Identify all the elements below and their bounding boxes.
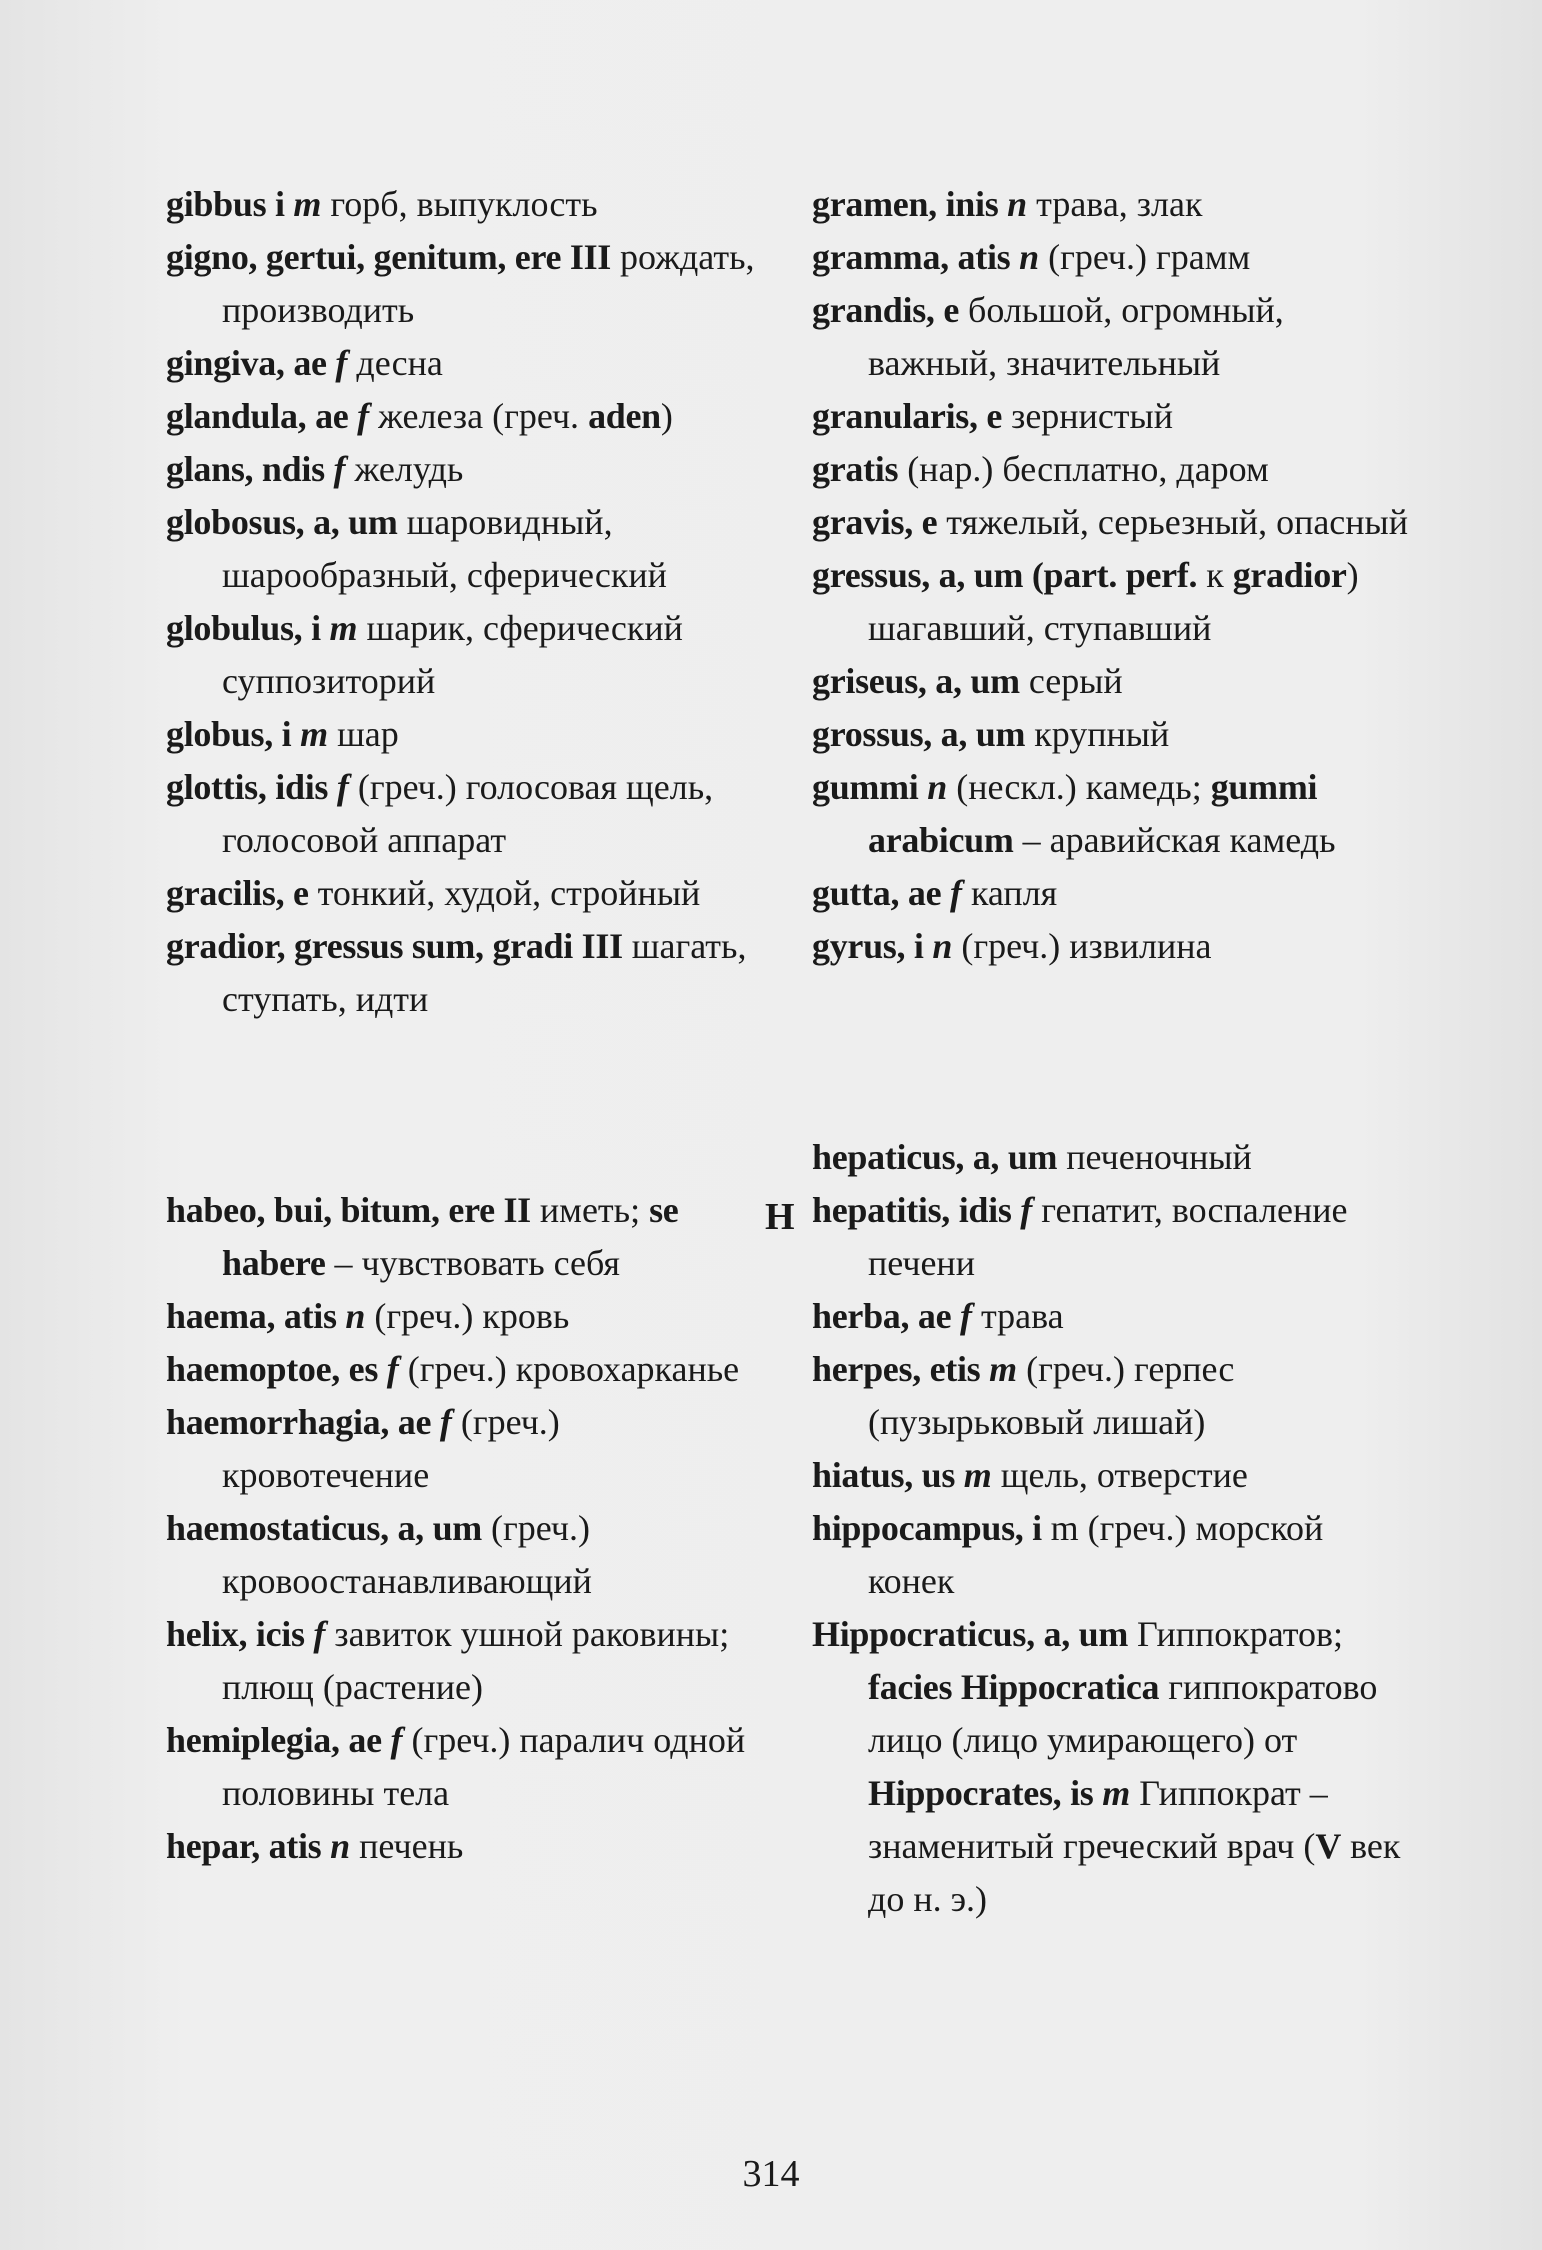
definition-text: (греч.) кровь [365,1296,570,1336]
gender-mark: n [927,767,948,807]
headword: hepatitis, idis [812,1190,1021,1230]
gender-mark: m [1102,1773,1131,1813]
entries-g-left [166,178,771,1026]
gender-mark: n [1007,184,1028,224]
definition-text: Гиппократ – знаменитый греческий врач ( [868,1773,1328,1866]
definition-text: гиппократово лицо (лицо умирающего) от [868,1667,1378,1760]
headword: haemoptoe, es [166,1349,387,1389]
dictionary-entry [812,1608,1412,1926]
gender-mark: m [989,1349,1018,1389]
definition-text: зернистый [1002,396,1173,436]
dictionary-entry [166,443,771,496]
headword: gummi arabicum [868,767,1318,860]
definition-text: (греч.) грамм [1039,237,1251,277]
dictionary-entry [812,549,1412,655]
dictionary-entry [812,284,1412,390]
definition-text: век до н. э.) [868,1826,1401,1919]
definition-text: завиток ушной раковины; плющ (растение) [222,1614,730,1707]
headword: hippocampus, i [812,1508,1051,1548]
definition-text: большой, огромный, важный, значительный [868,290,1284,383]
dictionary-entry [166,1290,771,1343]
section-letter-heading: H [765,1196,795,1238]
gender-mark: m [293,184,322,224]
gender-mark: f [390,1720,403,1760]
definition-text: гепатит, воспаление печени [868,1190,1348,1283]
definition-text: крупный [1025,714,1170,754]
headword: aden [588,396,661,436]
headword: gramma, atis [812,237,1020,277]
headword: glottis, idis [166,767,337,807]
dictionary-entry [812,761,1412,867]
right-column [812,178,1412,1926]
headword: granularis, e [812,396,1003,436]
headword: haemostaticus, a, um [166,1508,482,1548]
definition-text: тяжелый, серьезный, опасный [937,502,1409,542]
gender-mark: n [1019,237,1040,277]
definition-text: к [1197,555,1233,595]
headword: gramen, inis [812,184,1008,224]
definition-text: печеночный [1057,1137,1252,1177]
dictionary-entry [812,390,1412,443]
headword: herba, ae [812,1296,960,1336]
dictionary-entry [166,1343,771,1396]
headword: gyrus, i [812,926,933,966]
dictionary-entry [166,602,771,708]
gender-mark: f [386,1349,399,1389]
dictionary-entry [166,1820,771,1873]
headword: se habere [222,1190,679,1283]
headword: gracilis, e [166,873,309,913]
headword: globosus, a, um [166,502,398,542]
headword: globulus, i [166,608,330,648]
headword: haemorrhagia, ae [166,1402,440,1442]
dictionary-entry [166,708,771,761]
headword: helix, icis [166,1614,314,1654]
definition-text: (греч.) паралич одной половины тела [222,1720,746,1813]
dictionary-entry [166,1714,771,1820]
dictionary-entry [812,920,1412,973]
entries-h-left [166,1184,771,1873]
definition-text: десна [347,343,443,383]
gender-mark: n [330,1826,351,1866]
definition-text: шаровидный, шарообразный, сферический [222,502,667,595]
dictionary-entry [812,1449,1412,1502]
headword: glandula, ae [166,396,358,436]
definition-text: капля [961,873,1058,913]
dictionary-entry [812,231,1412,284]
headword: gradior [1232,555,1347,595]
dictionary-entry [812,496,1412,549]
definition-text: трава [971,1296,1064,1336]
definition-text: (греч.) кровотечение [222,1402,560,1495]
dictionary-entry [812,1343,1412,1449]
definition-text: (греч.) голосовая щель, голосовой аппарат [222,767,714,860]
dictionary-entry [812,443,1412,496]
headword: glans, ndis [166,449,334,489]
dictionary-entry [166,496,771,602]
headword: gressus, a, um (part. perf. [812,555,1198,595]
gender-mark: f [959,1296,972,1336]
gender-mark: f [949,873,962,913]
dictionary-entry [812,708,1412,761]
dictionary-entry [166,920,771,1026]
headword: habeo, bui, bitum, ere II [166,1190,531,1230]
definition-text: (греч.) кровохарканье [398,1349,740,1389]
dictionary-entry [166,1502,771,1608]
gender-mark: f [1020,1190,1033,1230]
headword: Hippocraticus, a, um [812,1614,1129,1654]
left-column [166,178,771,1873]
gender-mark: n [932,926,953,966]
gender-mark: f [335,343,348,383]
dictionary-entry [166,1396,771,1502]
gender-mark: f [357,396,370,436]
headword: haema, atis [166,1296,346,1336]
dictionary-entry [166,761,771,867]
definition-text: тонкий, худой, стройный [308,873,701,913]
dictionary-entry [812,1131,1412,1184]
headword: Hippocrates, is [868,1773,1103,1813]
headword: gingiva, ae [166,343,336,383]
headword: gratis [812,449,899,489]
definition-text: шар [328,714,399,754]
headword: gummi [812,767,928,807]
headword: hiatus, us [812,1455,964,1495]
headword: grandis, e [812,290,960,330]
definition-text: (нескл.) камедь; [947,767,1211,807]
dictionary-entry [812,178,1412,231]
definition-text: печень [350,1826,464,1866]
definition-text: шарик, сферический суппозиторий [222,608,683,701]
definition-text: иметь; [530,1190,650,1230]
definition-text: (нар.) бесплатно, даром [898,449,1269,489]
gender-mark: f [336,767,349,807]
headword: hemiplegia, ae [166,1720,391,1760]
headword: gutta, ae [812,873,950,913]
dictionary-entry [166,178,771,231]
definition-text: желудь [345,449,464,489]
headword: gibbus i [166,184,294,224]
definition-text: – аравийская камедь [1013,820,1336,860]
definition-text: (греч.) извилина [952,926,1212,966]
headword: griseus, a, um [812,661,1020,701]
dictionary-entry [812,655,1412,708]
headword: hepaticus, a, um [812,1137,1058,1177]
gender-mark: m [329,608,358,648]
page-number: 314 [742,2153,800,2195]
gender-mark: f [313,1614,326,1654]
dictionary-entry [166,867,771,920]
definition-text: Гиппократов; [1128,1614,1344,1654]
gender-mark: f [333,449,346,489]
headword: gravis, e [812,502,938,542]
entries-g-right [812,178,1412,973]
dictionary-entry [166,1184,771,1290]
headword: gigno, gertui, genitum, ere III [166,237,612,277]
headword: facies Hippocratica [868,1667,1160,1707]
dictionary-entry [812,867,1412,920]
dictionary-entry [812,1290,1412,1343]
dictionary-entry [166,231,771,337]
definition-text: (греч.) герпес (пузырьковый лишай) [868,1349,1235,1442]
definition-text: (греч.) кровоостанавливающий [222,1508,592,1601]
headword: grossus, a, um [812,714,1026,754]
definition-text: m (греч.) морской конек [868,1508,1324,1601]
dictionary-entry [166,1608,771,1714]
gender-mark: m [300,714,329,754]
gender-mark: f [439,1402,452,1442]
dictionary-entry [166,390,771,443]
dictionary-entry [812,1184,1412,1290]
headword: herpes, etis [812,1349,990,1389]
gender-mark: n [345,1296,366,1336]
headword: globus, i [166,714,301,754]
section-gap [166,1026,771,1184]
definition-text: – чувствовать себя [325,1243,620,1283]
dictionary-entry [166,337,771,390]
headword: gradior, gressus sum, gradi III [166,926,623,966]
definition-text: рождать, производить [222,237,755,330]
headword: hepar, atis [166,1826,331,1866]
definition-text: щель, отверстие [991,1455,1248,1495]
dictionary-entry [812,1502,1412,1608]
headword: V [1315,1826,1342,1866]
entries-h-right [812,1131,1412,1926]
definition-text: железа (греч. [369,396,589,436]
section-gap [812,973,1412,1131]
definition-text: трава, злак [1027,184,1203,224]
definition-text: горб, выпуклость [321,184,598,224]
definition-text: шагать, ступать, идти [222,926,747,1019]
definition-text: серый [1019,661,1123,701]
definition-text: ) шагавший, ступавший [868,555,1359,648]
definition-text: ) [660,396,673,436]
gender-mark: m [963,1455,992,1495]
